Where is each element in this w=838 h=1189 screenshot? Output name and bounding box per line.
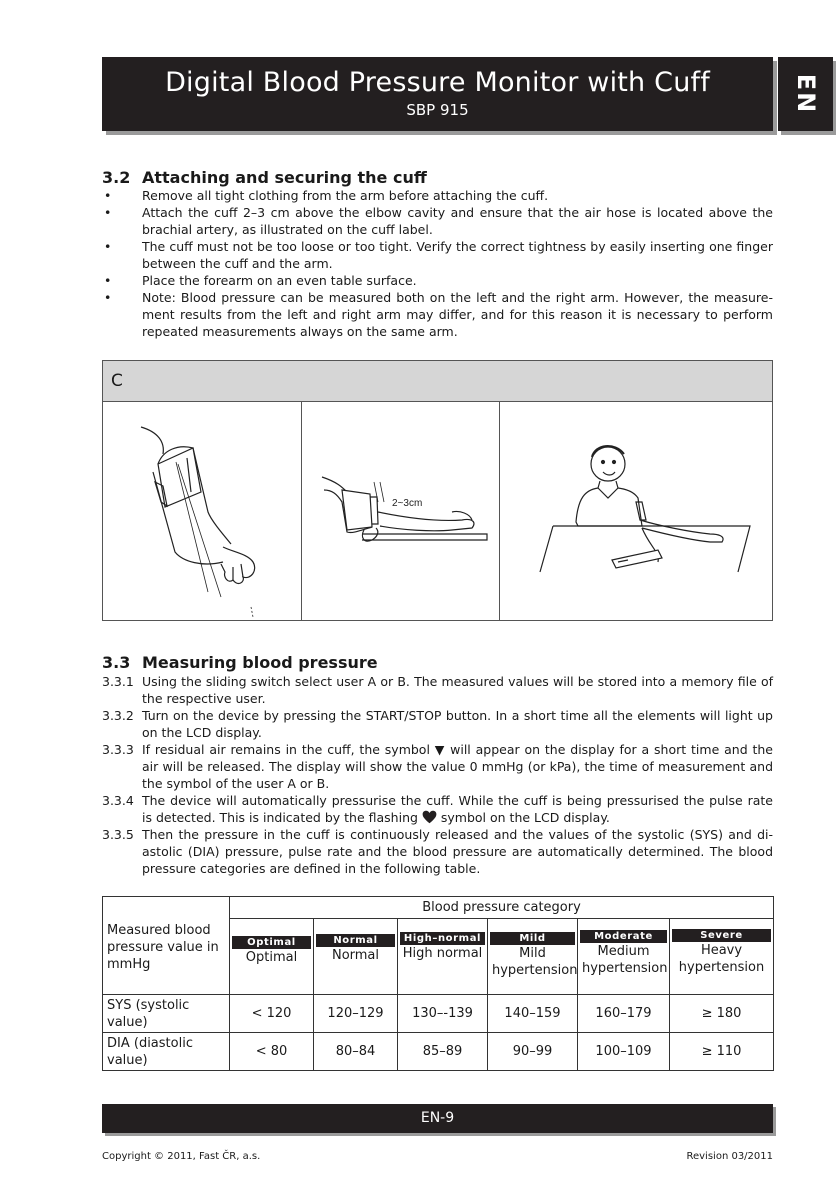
table-cell: < 120 xyxy=(230,995,314,1033)
row-label: SYS (systolic value) xyxy=(103,995,230,1033)
figure-label: C xyxy=(111,371,123,391)
category-column xyxy=(578,919,670,995)
arm-cuff-illustration xyxy=(103,402,301,620)
step-text: symbol on the LCD display. xyxy=(440,810,610,825)
category-label: Mild hypertension xyxy=(492,946,578,978)
blood-pressure-table xyxy=(102,896,774,1071)
list-item: • Place the forearm on an even table surface. xyxy=(102,272,773,289)
step-text: Turn on the device by pressing the START/STOP button. In a short time all the elements will light up on the LCD display. xyxy=(142,708,773,740)
step-number: 3.3.2 xyxy=(102,708,134,723)
category-column xyxy=(398,919,488,995)
step-number: 3.3.3 xyxy=(102,742,134,757)
step-number: 3.3.5 xyxy=(102,827,134,842)
step-text: The device will automatically pressurise the cuff. While the cuff is being pressurised the pulse rate is detected. This is indicated by the flashing xyxy=(142,793,773,825)
list-item: • The cuff must not be too loose or too tight. Verify the correct tightness by easily inserting one finger between the cuff and the arm. xyxy=(102,238,773,272)
list-item xyxy=(102,741,773,792)
figure-label-bar xyxy=(103,361,772,402)
row-label: DIA (diastolic value) xyxy=(103,1033,230,1071)
category-label: Normal xyxy=(331,948,380,963)
category-column xyxy=(488,919,578,995)
table-cell: 90–99 xyxy=(488,1033,578,1071)
category-label: Optimal xyxy=(245,950,298,965)
section-heading-3-2 xyxy=(102,168,427,187)
language-code: EN xyxy=(791,73,820,115)
step-number: 3.3.1 xyxy=(102,674,134,689)
cuff-position-illustration xyxy=(302,402,499,620)
category-header: Blood pressure category xyxy=(230,897,774,919)
category-badge: High–normal xyxy=(400,932,485,945)
table-cell: 130–-139 xyxy=(398,995,488,1033)
category-label: Heavy hypertension xyxy=(678,943,765,975)
section-number: 3.3 xyxy=(102,653,131,672)
category-badge: Moderate xyxy=(580,930,667,943)
category-badge: Mild xyxy=(490,932,575,945)
table-row xyxy=(103,995,774,1033)
revision: Revision 03/2011 xyxy=(686,1151,773,1162)
list-item: • Attach the cuff 2–3 cm above the elbow cavity and ensure that the air hose is located above the brachial artery, as illustrated on the cuff label. xyxy=(102,204,773,238)
model-number: SBP 915 xyxy=(406,101,469,119)
list-item xyxy=(102,707,773,741)
distance-label: 2~3cm xyxy=(392,498,423,509)
category-badge: Severe xyxy=(672,929,771,942)
category-badge: Normal xyxy=(316,934,395,947)
category-label: High normal xyxy=(402,946,483,961)
category-column xyxy=(230,919,314,995)
measurement-steps-list xyxy=(102,673,773,877)
table-cell: ≥ 110 xyxy=(670,1033,774,1071)
section-heading-3-3 xyxy=(102,653,378,672)
section-title: Attaching and securing the cuff xyxy=(142,168,427,187)
language-tab xyxy=(778,57,833,131)
table-cell: 85–89 xyxy=(398,1033,488,1071)
category-label: Medium hypertension xyxy=(582,944,668,976)
page-number: EN-9 xyxy=(420,1110,455,1126)
table-row xyxy=(103,1033,774,1071)
table-cell: < 80 xyxy=(230,1033,314,1071)
section-title: Measuring blood pressure xyxy=(142,653,378,672)
step-text: Then the pressure in the cuff is continuously released and the values of the systolic (SYS) and di-astolic (DIA) pressure, pulse rate and the blood pressure are automatically determined. The blood pressure categories are defined in the following table. xyxy=(142,827,773,876)
table-cell: ≥ 180 xyxy=(670,995,774,1033)
cuff-instructions-list xyxy=(102,187,773,340)
category-column xyxy=(670,919,774,995)
seated-measurement-illustration xyxy=(500,402,772,620)
table-cell: 160–179 xyxy=(578,995,670,1033)
step-text: Using the sliding switch select user A or B. The measured values will be stored into a memory file of the respective user. xyxy=(142,674,773,706)
document-title: Digital Blood Pressure Monitor with Cuff xyxy=(165,67,710,98)
category-badge: Optimal xyxy=(232,936,311,949)
step-number: 3.3.4 xyxy=(102,793,134,808)
heart-icon xyxy=(422,810,437,824)
table-cell: 80–84 xyxy=(314,1033,398,1071)
list-item xyxy=(102,792,773,826)
list-item: • Note: Blood pressure can be measured both on the left and the right arm. However, the measure-ment results from the left and right arm may differ, and for this reason it is necessary to perform repeated measurements always on the same arm. xyxy=(102,289,773,340)
category-column xyxy=(314,919,398,995)
table-cell: 120–129 xyxy=(314,995,398,1033)
page-number-bar xyxy=(102,1104,773,1133)
copyright: Copyright © 2011, Fast ČR, a.s. xyxy=(102,1151,261,1162)
list-item xyxy=(102,826,773,877)
list-item xyxy=(102,673,773,707)
page-header xyxy=(102,57,773,131)
section-number: 3.2 xyxy=(102,168,131,187)
table-cell: 140–159 xyxy=(488,995,578,1033)
figure-c xyxy=(102,360,773,621)
table-cell: 100–109 xyxy=(578,1033,670,1071)
step-text: If residual air remains in the cuff, the symbol ▼ will appear on the display for a short time and the air will be released. The display will show the value 0 mmHg (or kPa), the time of measurement and the symbol of the user A or B. xyxy=(142,742,773,791)
row-header-cell: Measured blood pressure value in mmHg xyxy=(103,897,230,995)
list-item: • Remove all tight clothing from the arm before attaching the cuff. xyxy=(102,187,773,204)
